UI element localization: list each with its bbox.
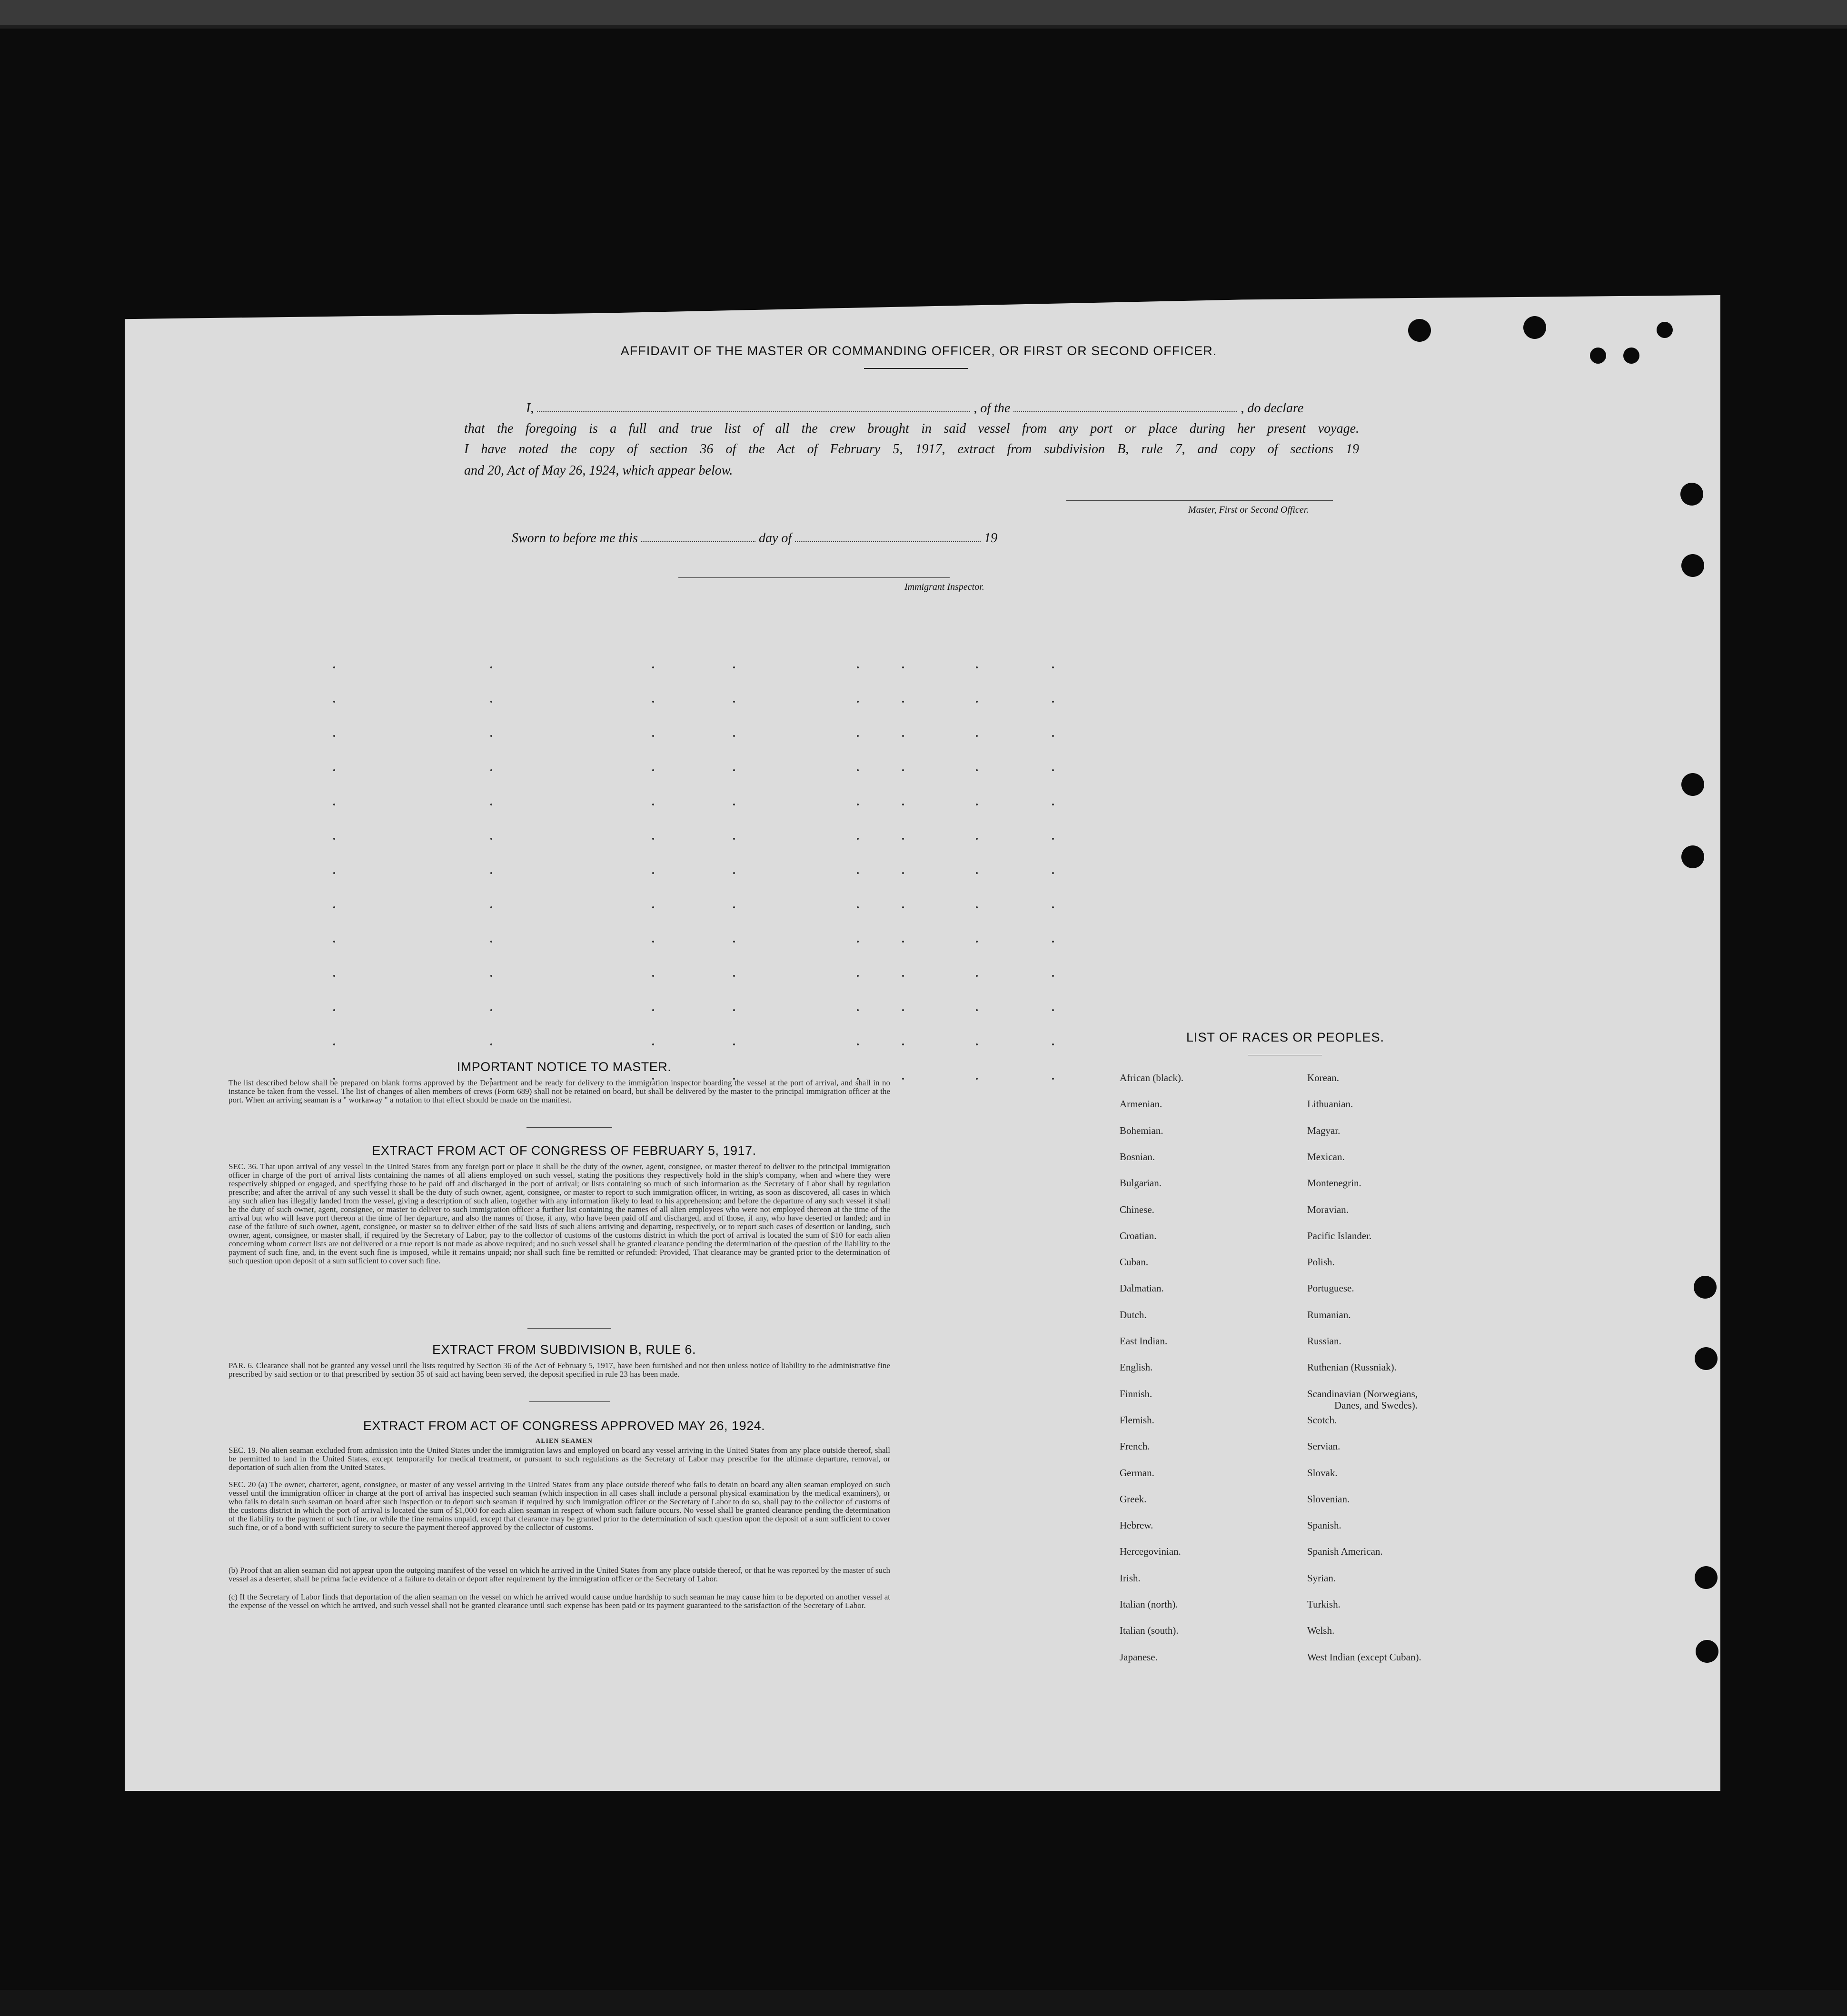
race-item: Flemish. xyxy=(1120,1414,1154,1426)
race-item: Russian. xyxy=(1307,1335,1341,1347)
grid-dot xyxy=(857,666,859,668)
grid-dot xyxy=(333,1043,335,1045)
grid-dot xyxy=(902,804,904,805)
grid-dot xyxy=(733,838,735,840)
grid-dot xyxy=(333,769,335,771)
race-item: East Indian. xyxy=(1120,1335,1168,1347)
grid-dot xyxy=(976,1078,978,1080)
title-rule xyxy=(864,368,968,369)
grid-dot xyxy=(857,975,859,977)
grid-dot xyxy=(333,838,335,840)
grid-dot xyxy=(976,872,978,874)
race-item: Spanish American. xyxy=(1307,1546,1383,1558)
race-item: Greek. xyxy=(1120,1493,1147,1505)
inspector-line xyxy=(678,577,950,578)
grid-dot xyxy=(1052,735,1054,737)
grid-dot xyxy=(333,804,335,805)
grid-dot xyxy=(333,735,335,737)
races-title: LIST OF RACES OR PEOPLES. xyxy=(1186,1030,1385,1044)
signature-line xyxy=(1066,500,1333,501)
grid-dot xyxy=(857,906,859,908)
punch-hole xyxy=(1694,1276,1717,1299)
decl-do-declare: , do declare xyxy=(1241,401,1304,416)
punch-hole xyxy=(1681,845,1704,868)
race-item: Armenian. xyxy=(1120,1098,1162,1110)
grid-dot xyxy=(333,666,335,668)
grid-dot xyxy=(733,1009,735,1011)
grid-dot xyxy=(976,941,978,943)
grid-dot xyxy=(490,735,492,737)
punch-hole xyxy=(1408,319,1431,342)
grid-dot xyxy=(490,838,492,840)
race-item: Chinese. xyxy=(1120,1203,1154,1215)
grid-dot xyxy=(976,804,978,805)
grid-dot xyxy=(902,701,904,703)
film-bottom-border xyxy=(0,1990,1847,2016)
race-item: Hercegovinian. xyxy=(1120,1546,1181,1558)
grid-dot xyxy=(333,872,335,874)
notice-rule xyxy=(526,1127,612,1128)
grid-dot xyxy=(490,1043,492,1045)
grid-dot xyxy=(857,804,859,805)
grid-dot xyxy=(652,769,654,771)
grid-dot xyxy=(733,872,735,874)
grid-dot xyxy=(652,735,654,737)
grid-dot xyxy=(652,906,654,908)
race-item: Polish. xyxy=(1307,1256,1335,1268)
grid-dot xyxy=(490,906,492,908)
grid-dot xyxy=(733,666,735,668)
punch-hole xyxy=(1523,316,1546,339)
grid-dot xyxy=(1052,666,1054,668)
race-item: Moravian. xyxy=(1307,1203,1349,1215)
grid-dot xyxy=(652,804,654,805)
race-item: Korean. xyxy=(1307,1072,1340,1083)
film-top-edge xyxy=(0,25,1847,29)
grid-dot xyxy=(902,1078,904,1080)
extract-1924-sec20a: SEC. 20 (a) The owner, charterer, agent, consignee, or master of any vessel arriving in the United States from any place outside thereof who fails to detain on board any alien seaman employed on such vessel until the immigration officer in charge at the port of arrival has inspected such seaman (which inspection in all cases shall include a personal physical examination by the medical examiners), or who fails to detain such seaman on board after such inspection or to deport such seaman if required by such immigration officer or the Secretary of Labor to do so, shall pay to the collector of customs of the customs district in which the port of arrival is located the sum of $1,000 for each alien seaman in respect of whom such failure occurs. No vessel shall be granted clearance pending the determination of the liability to the payment of such fine, or while the fine remains unpaid, except that clearance may be granted prior to the determination of such question upon the deposit of a sum sufficient to cover such fine, or of a bond with sufficient surety to secure the payment thereof approved by the collector of customs. xyxy=(228,1480,890,1532)
race-item: Scotch. xyxy=(1307,1414,1337,1426)
race-item: Magyar. xyxy=(1307,1124,1341,1136)
race-item: Ruthenian (Russniak). xyxy=(1307,1361,1397,1373)
extract-1924-title: EXTRACT FROM ACT OF CONGRESS APPROVED MAY 26, 1924. xyxy=(363,1419,765,1433)
grid-dot xyxy=(976,769,978,771)
grid-dot xyxy=(976,838,978,840)
grid-dot xyxy=(1052,838,1054,840)
grid-dot xyxy=(902,769,904,771)
notice-title: IMPORTANT NOTICE TO MASTER. xyxy=(457,1060,672,1074)
race-item: Italian (north). xyxy=(1120,1599,1178,1610)
grid-dot xyxy=(857,701,859,703)
grid-dot xyxy=(652,872,654,874)
extract-1917-title: EXTRACT FROM ACT OF CONGRESS OF FEBRUARY 5, 1917. xyxy=(372,1143,756,1158)
race-item: Mexican. xyxy=(1307,1151,1345,1162)
decl-of-the: , of the xyxy=(973,401,1011,416)
punch-hole xyxy=(1657,322,1673,338)
race-item: Syrian. xyxy=(1307,1572,1336,1584)
extract-1924-sec19: SEC. 19. No alien seaman excluded from admission into the United States under the immigration laws and employed on board any vessel arriving in the United States from any place outside thereof, shall be permitted to land in the United States, except temporarily for medical treatment, or pursuant to such regulations as the Secretary of Labor may prescribe for the ultimate departure, removal, or deportation of such alien from the United States. xyxy=(228,1446,890,1472)
inspector-caption: Immigrant Inspector. xyxy=(904,582,984,592)
sworn-year: 19 xyxy=(984,531,998,546)
race-item: Slovenian. xyxy=(1307,1493,1350,1505)
race-item: Bohemian. xyxy=(1120,1124,1163,1136)
grid-dot xyxy=(902,1009,904,1011)
grid-dot xyxy=(733,1043,735,1045)
extract-1917-text: SEC. 36. That upon arrival of any vessel in the United States from any foreign port or place it shall be the duty of the owner, agent, consignee, or master thereof to deliver to the principal immigration officer in charge of the port of arrival lists containing the names of all aliens employed on such vessel, stating the positions they respectively hold in the ship's company, when and where they were respectively shipped or engaged, and specifying those to be paid off and discharged in the port of arrival; or lists containing so much of such information as the Secretary of Labor shall by regulation prescribe; and after the arrival of any such vessel it shall be the duty of such owner, agent, consignee, or master to report to such immigration officer, in writing, as soon as discovered, all cases in which any such alien has illegally landed from the vessel, giving a description of such alien, together with any information likely to lead to his apprehension; and before the departure of any such vessel it shall be the duty of such owner, agent, consignee, or master to deliver to such immigration officer a further list containing the names of all alien employees who were not employed thereon at the time of the arrival but who will leave port thereon at the time of her departure, and also the names of those, if any, who have been paid off and discharged, and of those, if any, who have deserted or landed; and in case of the failure of such owner, agent, consignee, or master so to deliver either of the said lists of such aliens arriving and departing, respectively, or to report such cases of desertion or landing, such owner, agent, consignee, or master shall, if required by the Secretary of Labor, pay to the collector of customs of the customs district in which the port of arrival is located the sum of $10 for each alien concerning whom correct lists are not delivered or a true report is not made as above required; and no such vessel shall be granted clearance pending the determination of the question of the liability to the payment of such fine, and, in the event such fine is imposed, while it remains unpaid; nor shall such fine be remitted or refunded: Provided, That clearance may be granted prior to the determination of such question upon deposit of a sum sufficient to cover such fine. xyxy=(228,1162,890,1265)
vessel-blank xyxy=(1013,403,1237,412)
grid-dot xyxy=(652,975,654,977)
punch-hole xyxy=(1695,1566,1718,1589)
grid-dot xyxy=(976,735,978,737)
grid-dot xyxy=(1052,701,1054,703)
race-item: Scandinavian (Norwegians, xyxy=(1307,1388,1418,1400)
race-item: Turkish. xyxy=(1307,1599,1341,1610)
grid-dot xyxy=(652,701,654,703)
grid-dot xyxy=(333,1009,335,1011)
grid-dot xyxy=(1052,804,1054,805)
race-item: German. xyxy=(1120,1467,1154,1479)
race-item: Pacific Islander. xyxy=(1307,1230,1372,1241)
grid-dot xyxy=(333,975,335,977)
grid-dot xyxy=(1052,1043,1054,1045)
extract-1924-sec20b: (b) Proof that an alien seaman did not appear upon the outgoing manifest of the vessel on which he arrived in the United States from any place outside thereof, or that he was reported by the master of such vessel as a deserter, shall be prima facie evidence of a failure to detain or deport after requirement by the immigration officer or the Secretary of Labor. xyxy=(228,1566,890,1583)
grid-dot xyxy=(1052,906,1054,908)
notice-text: The list described below shall be prepared on blank forms approved by the Department and be ready for delivery to the immigration inspector boarding the vessel at the port of arrival, and shall in no instance be taken from the vessel. The list of changes of alien members of crews (Form 689) shall not be retained on board, but shall be delivered by the master to the principal immigration officer at the port. When an arriving seaman is a " workaway " a notation to that effect should be made on the manifest. xyxy=(228,1078,890,1104)
grid-dot xyxy=(902,838,904,840)
declaration-line-4: and 20, Act of May 26, 1924, which appear below. xyxy=(464,463,733,478)
punch-hole xyxy=(1680,483,1703,506)
grid-dot xyxy=(490,1009,492,1011)
sworn-line xyxy=(512,531,1035,546)
race-item: Japanese. xyxy=(1120,1651,1158,1663)
punch-hole xyxy=(1695,1347,1718,1370)
month-blank xyxy=(795,533,981,542)
race-item: Dutch. xyxy=(1120,1309,1147,1321)
grid-dot xyxy=(1052,1078,1054,1080)
grid-dot xyxy=(733,804,735,805)
race-item: Montenegrin. xyxy=(1307,1177,1361,1189)
grid-dot xyxy=(1052,1009,1054,1011)
declaration-line-3: I have noted the copy of section 36 of the Act of February 5, 1917, extract from subdivision B, rule 7, and copy of sections 19 xyxy=(464,442,1359,457)
race-item: Italian (south). xyxy=(1120,1625,1179,1637)
grid-dot xyxy=(490,769,492,771)
grid-dot xyxy=(733,769,735,771)
race-item: Welsh. xyxy=(1307,1625,1335,1637)
race-item: African (black). xyxy=(1120,1072,1184,1083)
grid-dot xyxy=(976,1009,978,1011)
race-item: Dalmatian. xyxy=(1120,1282,1164,1294)
race-item: West Indian (except Cuban). xyxy=(1307,1651,1421,1663)
grid-dot xyxy=(652,1043,654,1045)
rule6-title: EXTRACT FROM SUBDIVISION B, RULE 6. xyxy=(432,1342,696,1357)
race-item: Cuban. xyxy=(1120,1256,1149,1268)
race-item: French. xyxy=(1120,1440,1150,1452)
race-item: Lithuanian. xyxy=(1307,1098,1353,1110)
grid-dot xyxy=(902,666,904,668)
sworn-day: day of xyxy=(758,531,792,546)
race-item: Hebrew. xyxy=(1120,1519,1153,1531)
grid-dot xyxy=(733,975,735,977)
race-item: Rumanian. xyxy=(1307,1309,1351,1321)
race-item: Irish. xyxy=(1120,1572,1141,1584)
grid-dot xyxy=(733,735,735,737)
grid-dot xyxy=(1052,769,1054,771)
punch-hole xyxy=(1590,348,1606,364)
punch-hole xyxy=(1623,348,1639,364)
race-item: Servian. xyxy=(1307,1440,1341,1452)
grid-dot xyxy=(652,1009,654,1011)
race-item: Spanish. xyxy=(1307,1519,1341,1531)
grid-dot xyxy=(333,701,335,703)
grid-dot xyxy=(490,701,492,703)
grid-dot xyxy=(902,1043,904,1045)
race-item-scandinavian-cont: Danes, and Swedes). xyxy=(1334,1400,1418,1411)
declaration-line-2: that the foregoing is a full and true list of all the crew brought in said vessel from any port or place during her present voyage. xyxy=(464,421,1359,436)
grid-dot xyxy=(490,975,492,977)
grid-dot xyxy=(333,906,335,908)
signature-caption: Master, First or Second Officer. xyxy=(1188,505,1309,515)
grid-dot xyxy=(490,804,492,805)
race-item: Croatian. xyxy=(1120,1230,1157,1241)
grid-dot xyxy=(490,941,492,943)
race-item: Bulgarian. xyxy=(1120,1177,1162,1189)
grid-dot xyxy=(976,666,978,668)
grid-dot xyxy=(902,906,904,908)
grid-dot xyxy=(857,1009,859,1011)
grid-dot xyxy=(902,872,904,874)
grid-dot xyxy=(1052,975,1054,977)
sworn-prefix: Sworn to before me this xyxy=(512,531,638,546)
grid-dot xyxy=(857,838,859,840)
extract-1917-rule xyxy=(527,1328,611,1329)
day-blank xyxy=(641,533,755,542)
film-top-border xyxy=(0,0,1847,25)
grid-dot xyxy=(1052,872,1054,874)
punch-hole xyxy=(1681,554,1704,577)
race-item: English. xyxy=(1120,1361,1153,1373)
grid-dot xyxy=(333,941,335,943)
grid-dot xyxy=(490,872,492,874)
grid-dot xyxy=(857,769,859,771)
race-item: Slovak. xyxy=(1307,1467,1338,1479)
alien-seamen-subtitle: ALIEN SEAMEN xyxy=(536,1438,593,1445)
punch-hole xyxy=(1696,1640,1718,1663)
declaration-line-1 xyxy=(526,401,1359,416)
decl-i: I, xyxy=(526,401,534,416)
grid-dot xyxy=(902,735,904,737)
rule6-text: PAR. 6. Clearance shall not be granted any vessel until the lists required by Section 36 of the Act of February 5, 1917, have been furnished and not then unless notice of liability to the administrative fine prescribed by said section or to that prescribed by section 35 of said act having been served, the deposit specified in rule 23 has been made. xyxy=(228,1361,890,1379)
race-item: Portuguese. xyxy=(1307,1282,1354,1294)
grid-dot xyxy=(652,941,654,943)
grid-dot xyxy=(976,906,978,908)
grid-dot xyxy=(1052,941,1054,943)
grid-dot xyxy=(857,1043,859,1045)
grid-dot xyxy=(976,701,978,703)
grid-dot xyxy=(733,701,735,703)
grid-dot xyxy=(976,975,978,977)
grid-dot xyxy=(857,735,859,737)
grid-dot xyxy=(652,838,654,840)
race-item: Bosnian. xyxy=(1120,1151,1155,1162)
grid-dot xyxy=(857,872,859,874)
grid-dot xyxy=(902,975,904,977)
name-blank xyxy=(537,403,970,412)
grid-dot xyxy=(652,666,654,668)
grid-dot xyxy=(976,1043,978,1045)
grid-dot xyxy=(733,941,735,943)
extract-1924-sec20c: (c) If the Secretary of Labor finds that deportation of the alien seaman on the vessel on which he arrived would cause undue hardship to such seaman he may cause him to be deported on another vessel at the expense of the vessel on which he arrived, and such vessel shall not be granted clearance until such expense has been paid or its payment guaranteed to the satisfaction of the Secretary of Labor. xyxy=(228,1592,890,1610)
race-item: Finnish. xyxy=(1120,1388,1152,1400)
punch-hole xyxy=(1681,773,1704,796)
affidavit-title: AFFIDAVIT OF THE MASTER OR COMMANDING OFFICER, OR FIRST OR SECOND OFFICER. xyxy=(620,344,1217,358)
grid-dot xyxy=(857,941,859,943)
rule6-rule xyxy=(529,1401,610,1402)
grid-dot xyxy=(902,941,904,943)
grid-dot xyxy=(733,906,735,908)
grid-dot xyxy=(490,666,492,668)
